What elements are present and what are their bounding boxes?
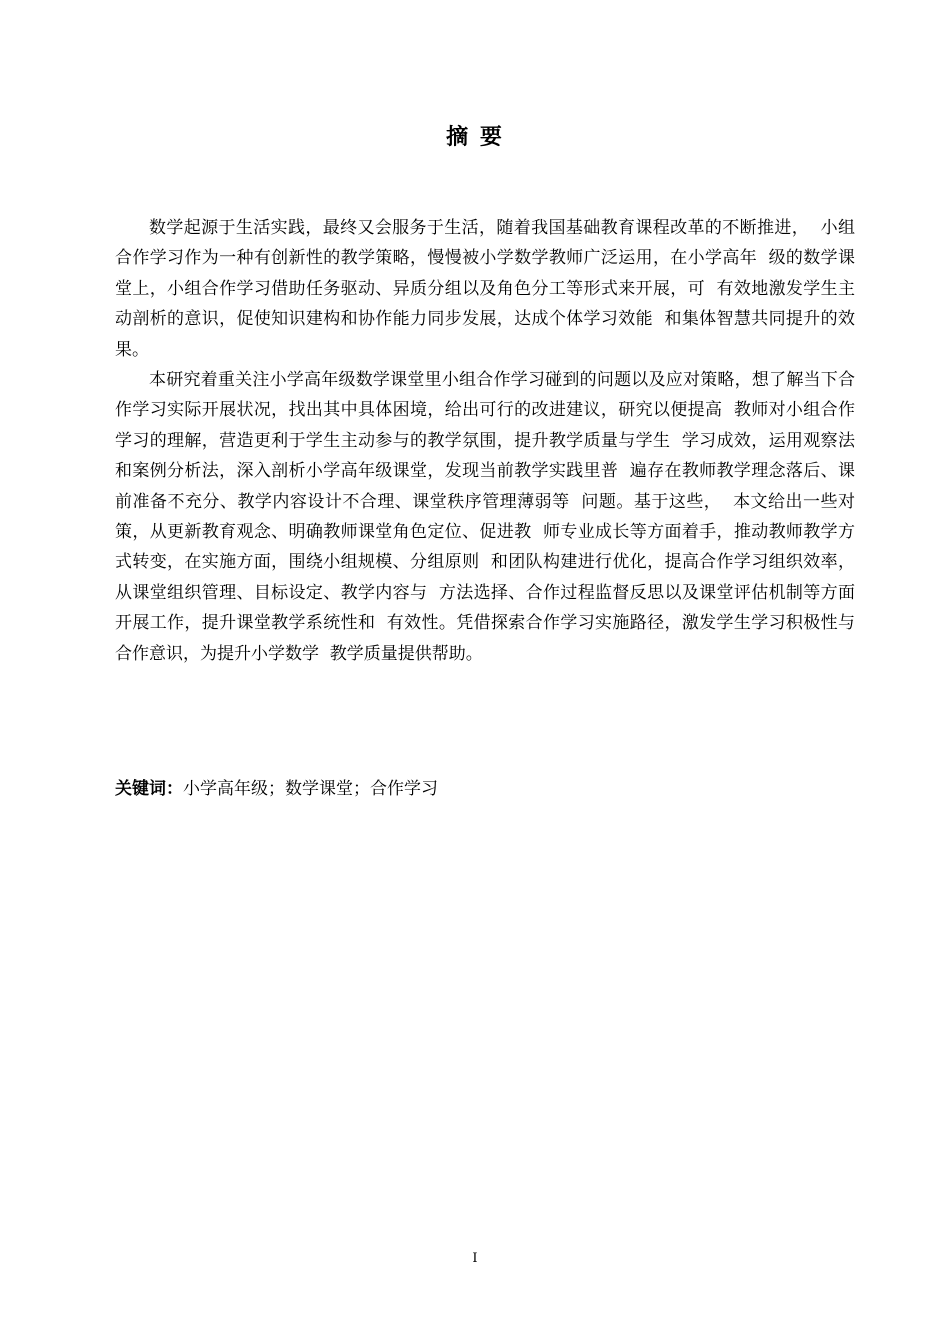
page-number: I bbox=[472, 1251, 478, 1266]
abstract-paragraph-2: 本研究着重关注小学高年级数学课堂里小组合作学习碰到的问题以及应对策略，想了解当下合作学习实际开展状况，找出其中具体困境，给出可行的改进建议，研究以便提高 教师对小组合作学习的理解，营造更利于学生主动参与的教学氛围，提升教学质量与学生 学习成效，运用观察法和案例分析法，深入剖析小学高年级课堂，发现当前教学实践里普 遍存在教师教学理念落后、课前准备不充分、教学内容设计不合理、课堂秩序管理薄弱等 问题。基于这些， 本文给出一些对策，从更新教育观念、明确教师课堂角色定位、促进教 师专业成长等方面着手，推动教师教学方式转变，在实施方面，围绕小组规模、分组原则 和团队构建进行优化，提高合作学习组织效率，从课堂组织管理、目标设定、教学内容与 方法选择、合作过程监督反思以及课堂评估机制等方面开展工作，提升课堂教学系统性和 有效性。凭借探索合作学习实施路径，激发学生学习积极性与合作意识，为提升小学数学 教学质量提供帮助。 bbox=[115, 370, 855, 664]
abstract-body bbox=[115, 213, 855, 669]
abstract-paragraph-1: 数学起源于生活实践，最终又会服务于生活，随着我国基础教育课程改革的不断推进， 小组合作学习作为一种有创新性的教学策略，慢慢被小学数学教师广泛运用，在小学高年 级的数学课堂上，小组合作学习借助任务驱动、异质分组以及角色分工等形式来开展，可 有效地激发学生主动剖析的意识，促使知识建构和协作能力同步发展，达成个体学习效能 和集体智慧共同提升的效果。 bbox=[115, 218, 855, 360]
keywords-value: 小学高年级；数学课堂；合作学习 bbox=[183, 779, 438, 799]
keywords-line bbox=[115, 776, 855, 802]
keywords-label: 关键词： bbox=[115, 779, 183, 799]
abstract-title: 摘 要 bbox=[446, 125, 504, 150]
